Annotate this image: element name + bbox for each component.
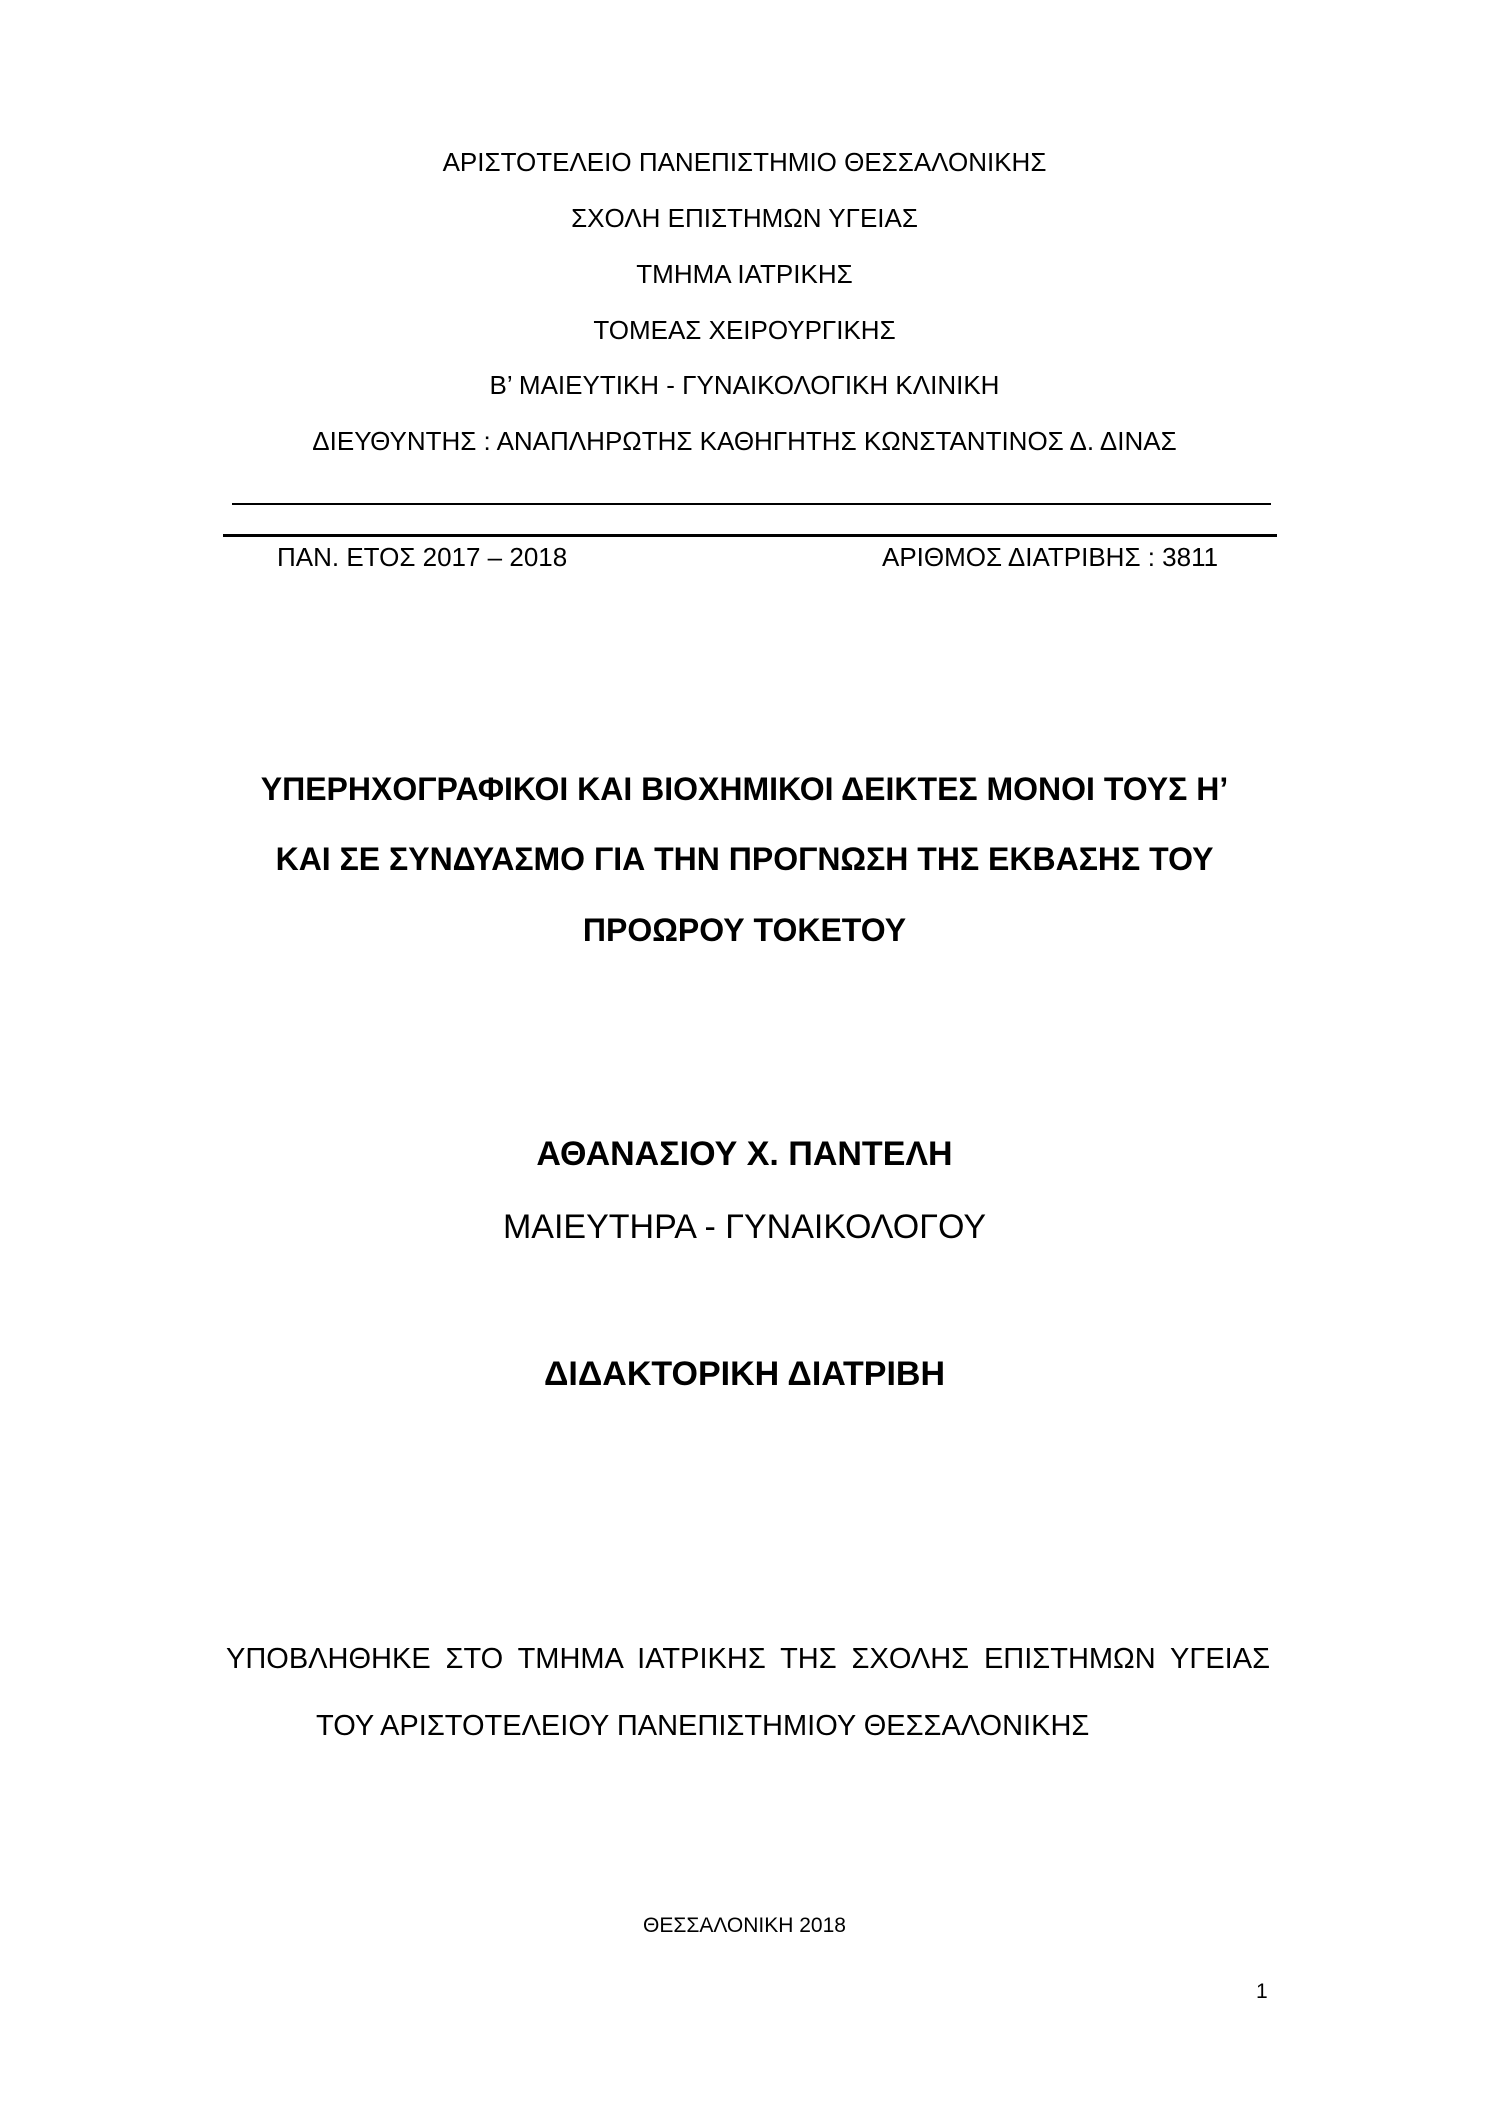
header-director: ΔΙΕΥΘΥΝΤΗΣ : ΑΝΑΠΛΗΡΩΤΗΣ ΚΑΘΗΓΗΤΗΣ ΚΩΝΣΤΑΝΤΙΝΟΣ Δ. ΔΙΝΑΣ (312, 426, 1177, 456)
thesis-title-line-1: ΥΠΕΡΗΧΟΓΡΑΦΙΚΟΙ ΚΑΙ ΒΙΟΧΗΜΙΚΟΙ ΔΕΙΚΤΕΣ ΜΟΝΟΙ ΤΟΥΣ Η’ (260, 771, 1229, 807)
header-clinic: Β’ ΜΑΙΕΥΤΙΚΗ - ΓΥΝΑΙΚΟΛΟΓΙΚΗ ΚΛΙΝΙΚΗ (489, 370, 1000, 400)
header-rule-bottom (223, 534, 1277, 537)
author-title: ΜΑΙΕΥΤΗΡΑ - ΓΥΝΑΙΚΟΛΟΓΟΥ (502, 1208, 987, 1246)
place-date: ΘΕΣΣΑΛΟΝΙΚΗ 2018 (643, 1914, 846, 1937)
thesis-title-line-3: ΠΡΟΩΡΟΥ ΤΟΚΕΤΟΥ (582, 912, 907, 948)
page-number: 1 (1256, 1980, 1268, 2003)
submission-line-2: ΤΟΥ ΑΡΙΣΤΟΤΕΛΕΙΟΥ ΠΑΝΕΠΙΣΤΗΜΙΟΥ ΘΕΣΣΑΛΟΝΙΚΗΣ (316, 1710, 1090, 1742)
thesis-title-line-2: ΚΑΙ ΣΕ ΣΥΝΔΥΑΣΜΟ ΓΙΑ ΤΗΝ ΠΡΟΓΝΩΣΗ ΤΗΣ ΕΚΒΑΣΗΣ ΤΟΥ (275, 841, 1214, 877)
academic-year: ΠΑΝ. ΕΤΟΣ 2017 – 2018 (277, 542, 568, 572)
submission-line-1: ΥΠΟΒΛΗΘΗΚΕ ΣΤΟ ΤΜΗΜΑ ΙΑΤΡΙΚΗΣ ΤΗΣ ΣΧΟΛΗΣ ΕΠΙΣΤΗΜΩΝ ΥΓΕΙΑΣ (226, 1643, 1270, 1675)
header-school: ΣΧΟΛΗ ΕΠΙΣΤΗΜΩΝ ΥΓΕΙΑΣ (571, 203, 918, 233)
header-rule-top (232, 503, 1271, 505)
author-name: ΑΘΑΝΑΣΙΟΥ Χ. ΠΑΝΤΕΛΗ (536, 1135, 953, 1173)
header-sector: ΤΟΜΕΑΣ ΧΕΙΡΟΥΡΓΙΚΗΣ (593, 315, 896, 345)
header-university: ΑΡΙΣΤΟΤΕΛΕΙΟ ΠΑΝΕΠΙΣΤΗΜΙΟ ΘΕΣΣΑΛΟΝΙΚΗΣ (442, 147, 1047, 177)
document-type: ΔΙΔΑΚΤΟΡΙΚΗ ΔΙΑΤΡΙΒΗ (543, 1355, 946, 1393)
thesis-number: ΑΡΙΘΜΟΣ ΔΙΑΤΡΙΒΗΣ : 3811 (882, 542, 1219, 572)
header-department: ΤΜΗΜΑ ΙΑΤΡΙΚΗΣ (636, 259, 853, 289)
